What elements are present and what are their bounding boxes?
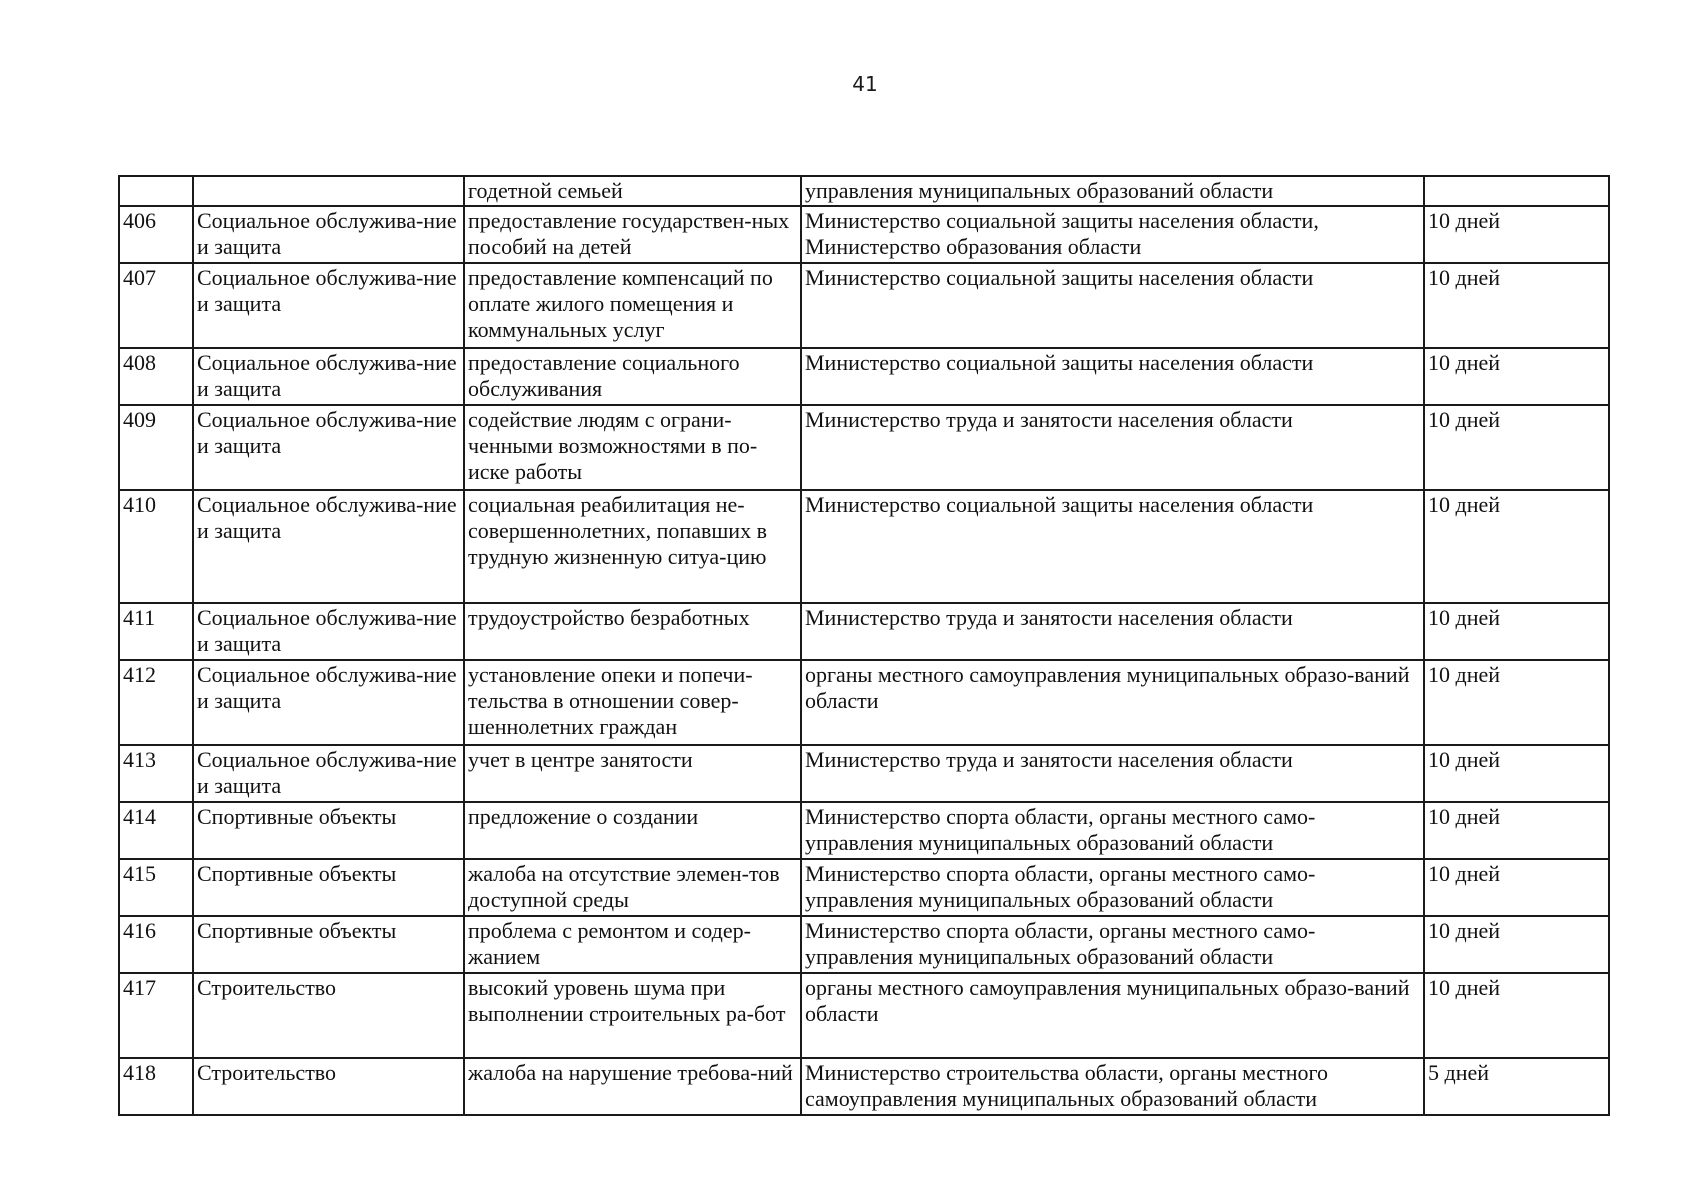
category-cell: Социальное обслужива-ние и защита	[193, 405, 464, 490]
term-cell: 10 дней	[1424, 660, 1609, 745]
category-cell: Строительство	[193, 973, 464, 1058]
table-row	[119, 660, 1609, 745]
table-row	[119, 176, 1609, 206]
row-number: 408	[119, 348, 193, 405]
category-cell: Социальное обслужива-ние и защита	[193, 660, 464, 745]
table-row	[119, 603, 1609, 660]
category-cell: Социальное обслужива-ние и защита	[193, 263, 464, 348]
issue-cell: годетной семьей	[464, 176, 801, 206]
row-number: 410	[119, 490, 193, 603]
term-cell: 10 дней	[1424, 802, 1609, 859]
organization-cell: Министерство спорта области, органы местного само-управления муниципальных образований области	[801, 916, 1424, 973]
issue-cell: предоставление компенсаций по оплате жилого помещения и коммунальных услуг	[464, 263, 801, 348]
table-row	[119, 348, 1609, 405]
row-number	[119, 176, 193, 206]
organization-cell: Министерство труда и занятости населения области	[801, 405, 1424, 490]
table-row	[119, 745, 1609, 802]
row-number: 409	[119, 405, 193, 490]
term-cell	[1424, 176, 1609, 206]
table-row	[119, 859, 1609, 916]
category-cell: Социальное обслужива-ние и защита	[193, 490, 464, 603]
organization-cell: Министерство социальной защиты населения области	[801, 263, 1424, 348]
term-cell: 10 дней	[1424, 405, 1609, 490]
row-number: 412	[119, 660, 193, 745]
category-cell: Социальное обслужива-ние и защита	[193, 206, 464, 263]
category-cell: Социальное обслужива-ние и защита	[193, 603, 464, 660]
table-row	[119, 405, 1609, 490]
table-row	[119, 263, 1609, 348]
row-number: 416	[119, 916, 193, 973]
term-cell: 10 дней	[1424, 973, 1609, 1058]
organization-cell: Министерство труда и занятости населения области	[801, 603, 1424, 660]
issue-cell: предложение о создании	[464, 802, 801, 859]
category-cell: Социальное обслужива-ние и защита	[193, 745, 464, 802]
category-cell: Спортивные объекты	[193, 916, 464, 973]
table-row	[119, 973, 1609, 1058]
term-cell: 10 дней	[1424, 348, 1609, 405]
term-cell: 10 дней	[1424, 490, 1609, 603]
issue-cell: предоставление государствен-ных пособий на детей	[464, 206, 801, 263]
organization-cell: Министерство социальной защиты населения области, Министерство образования области	[801, 206, 1424, 263]
term-cell: 10 дней	[1424, 263, 1609, 348]
issue-cell: высокий уровень шума при выполнении строительных ра-бот	[464, 973, 801, 1058]
issue-cell: проблема с ремонтом и содер-жанием	[464, 916, 801, 973]
organization-cell: органы местного самоуправления муниципальных образо-ваний области	[801, 973, 1424, 1058]
table-row	[119, 1058, 1609, 1115]
organization-cell: Министерство социальной защиты населения области	[801, 348, 1424, 405]
issue-cell: трудоустройство безработных	[464, 603, 801, 660]
term-cell: 10 дней	[1424, 859, 1609, 916]
issue-cell: учет в центре занятости	[464, 745, 801, 802]
organization-cell: Министерство спорта области, органы местного само-управления муниципальных образований области	[801, 802, 1424, 859]
row-number: 415	[119, 859, 193, 916]
issue-cell: предоставление социального обслуживания	[464, 348, 801, 405]
issue-cell: жалоба на отсутствие элемен-тов доступной среды	[464, 859, 801, 916]
row-number: 414	[119, 802, 193, 859]
row-number: 406	[119, 206, 193, 263]
issue-cell: социальная реабилитация не-совершеннолетних, попавших в трудную жизненную ситуа-цию	[464, 490, 801, 603]
term-cell: 10 дней	[1424, 206, 1609, 263]
table-row	[119, 490, 1609, 603]
table-row	[119, 916, 1609, 973]
row-number: 418	[119, 1058, 193, 1115]
category-cell: Спортивные объекты	[193, 802, 464, 859]
organization-cell: Министерство социальной защиты населения области	[801, 490, 1424, 603]
term-cell: 5 дней	[1424, 1058, 1609, 1115]
issue-cell: установление опеки и попечи-тельства в отношении совер-шеннолетних граждан	[464, 660, 801, 745]
row-number: 413	[119, 745, 193, 802]
category-cell: Социальное обслужива-ние и защита	[193, 348, 464, 405]
term-cell: 10 дней	[1424, 916, 1609, 973]
row-number: 411	[119, 603, 193, 660]
row-number: 417	[119, 973, 193, 1058]
category-cell: Спортивные объекты	[193, 859, 464, 916]
table-row	[119, 206, 1609, 263]
appeals-table	[118, 175, 1610, 1116]
term-cell: 10 дней	[1424, 603, 1609, 660]
row-number: 407	[119, 263, 193, 348]
issue-cell: содействие людям с ограни-ченными возможностями в по-иске работы	[464, 405, 801, 490]
page-number: 41	[852, 72, 878, 96]
organization-cell: Министерство труда и занятости населения области	[801, 745, 1424, 802]
organization-cell: органы местного самоуправления муниципальных образо-ваний области	[801, 660, 1424, 745]
table-row	[119, 802, 1609, 859]
category-cell	[193, 176, 464, 206]
term-cell: 10 дней	[1424, 745, 1609, 802]
organization-cell: Министерство спорта области, органы местного само-управления муниципальных образований области	[801, 859, 1424, 916]
issue-cell: жалоба на нарушение требова-ний	[464, 1058, 801, 1115]
organization-cell: Министерство строительства области, органы местного самоуправления муниципальных образований области	[801, 1058, 1424, 1115]
organization-cell: управления муниципальных образований области	[801, 176, 1424, 206]
category-cell: Строительство	[193, 1058, 464, 1115]
